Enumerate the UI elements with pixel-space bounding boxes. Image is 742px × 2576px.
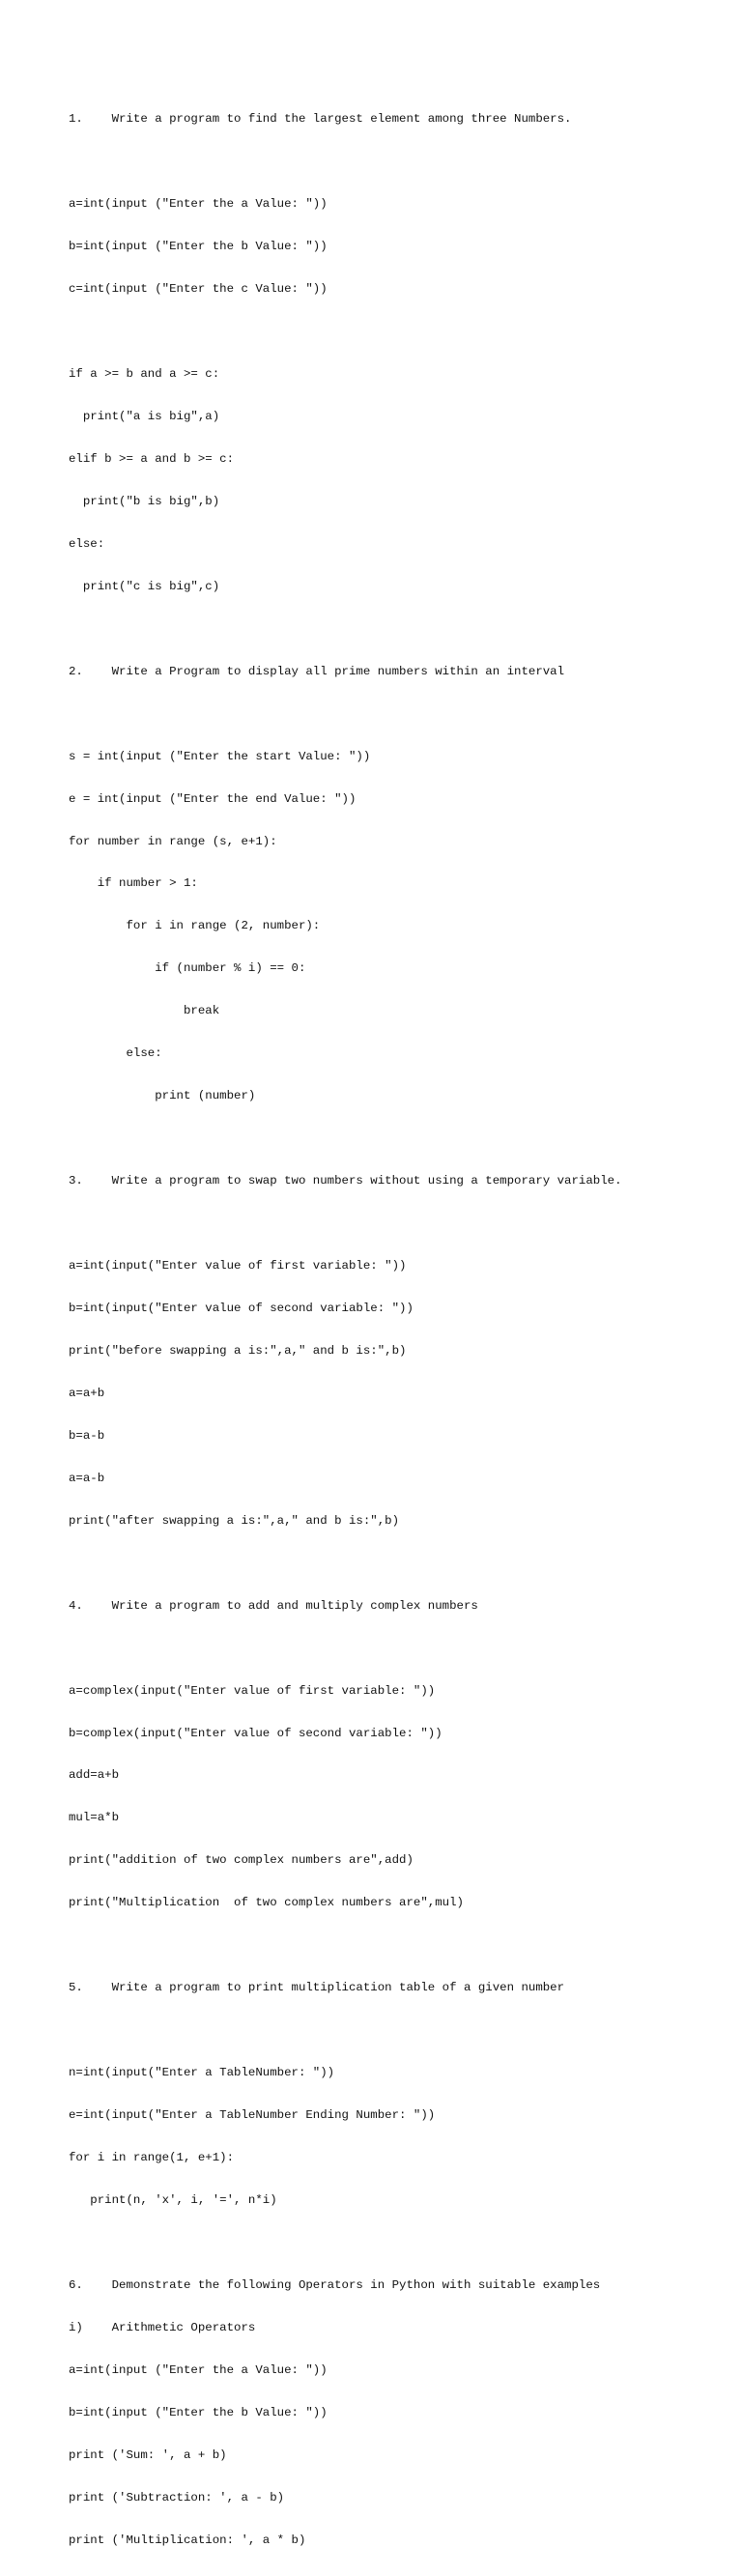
code-line: print (number)	[69, 1089, 256, 1103]
blank-line	[69, 1557, 726, 1571]
question-3-heading: 3. Write a program to swap two numbers without using a temporary variable.	[69, 1174, 622, 1188]
code-line: if number > 1:	[69, 876, 198, 891]
code-line: b=int(input ("Enter the b Value: "))	[69, 240, 328, 254]
code-line: a=a+b	[69, 1386, 105, 1400]
blank-line	[69, 707, 726, 722]
code-line: else:	[69, 536, 105, 551]
code-line: b=int(input ("Enter the b Value: "))	[69, 2405, 328, 2419]
code-line: print ('Subtraction: ', a - b)	[69, 2490, 285, 2504]
code-line: print("b is big",b)	[69, 494, 220, 508]
code-line: print ('Sum: ', a + b)	[69, 2447, 227, 2462]
code-line: n=int(input("Enter a TableNumber: "))	[69, 2066, 335, 2080]
blank-line	[69, 1938, 726, 1953]
blank-line	[69, 1642, 726, 1656]
code-line: a=a-b	[69, 1471, 105, 1485]
code-line: a=complex(input("Enter value of first variable: "))	[69, 1683, 436, 1698]
code-line: e=int(input("Enter a TableNumber Ending Number: "))	[69, 2108, 436, 2123]
code-line: if (number % i) == 0:	[69, 961, 306, 976]
code-line: a=int(input ("Enter the a Value: "))	[69, 197, 328, 212]
document-body	[69, 84, 726, 2576]
blank-line	[69, 622, 726, 637]
code-line: print ('Multiplication: ', a * b)	[69, 2533, 306, 2547]
code-line: for number in range (s, e+1):	[69, 834, 277, 848]
sub-heading: i) Arithmetic Operators	[69, 2320, 256, 2334]
question-2-heading: 2. Write a Program to display all prime numbers within an interval	[69, 664, 565, 678]
question-4-heading: 4. Write a program to add and multiply complex numbers	[69, 1598, 478, 1613]
blank-line	[69, 2236, 726, 2250]
blank-line	[69, 2023, 726, 2038]
code-line: s = int(input ("Enter the start Value: "))	[69, 749, 371, 763]
code-line: print("a is big",a)	[69, 409, 220, 423]
code-line: for i in range (2, number):	[69, 919, 321, 933]
blank-line	[69, 1216, 726, 1231]
code-line: else:	[69, 1046, 162, 1061]
code-line: b=int(input("Enter value of second variable: "))	[69, 1302, 414, 1315]
code-line: for i in range(1, e+1):	[69, 2151, 235, 2165]
question-5-heading: 5. Write a program to print multiplication table of a given number	[69, 1981, 565, 1995]
code-line: a=int(input("Enter value of first variable: "))	[69, 1259, 407, 1274]
blank-line	[69, 325, 726, 339]
code-line: if a >= b and a >= c:	[69, 367, 220, 382]
code-line: print("c is big",c)	[69, 579, 220, 593]
code-line: a=int(input ("Enter the a Value: "))	[69, 2362, 328, 2377]
code-line: print("Multiplication of two complex numbers are",mul)	[69, 1896, 464, 1910]
code-line: print("after swapping a is:",a," and b is:",b)	[69, 1513, 400, 1528]
code-line: b=a-b	[69, 1428, 105, 1443]
code-line: print(n, 'x', i, '=', n*i)	[69, 2193, 277, 2208]
blank-line	[69, 155, 726, 169]
code-line: print("addition of two complex numbers are",add)	[69, 1853, 414, 1868]
blank-line	[69, 1131, 726, 1146]
code-line: b=complex(input("Enter value of second variable: "))	[69, 1726, 442, 1740]
question-6-heading: 6. Demonstrate the following Operators in Python with suitable examples	[69, 2277, 601, 2292]
code-line: mul=a*b	[69, 1811, 120, 1825]
code-line: add=a+b	[69, 1768, 120, 1783]
code-line: c=int(input ("Enter the c Value: "))	[69, 282, 328, 297]
question-1-heading: 1. Write a program to find the largest element among three Numbers.	[69, 112, 572, 127]
code-line: elif b >= a and b >= c:	[69, 451, 235, 466]
code-line: print("before swapping a is:",a," and b is:",b)	[69, 1343, 407, 1358]
code-line: break	[69, 1004, 220, 1018]
code-line: e = int(input ("Enter the end Value: "))	[69, 791, 357, 806]
